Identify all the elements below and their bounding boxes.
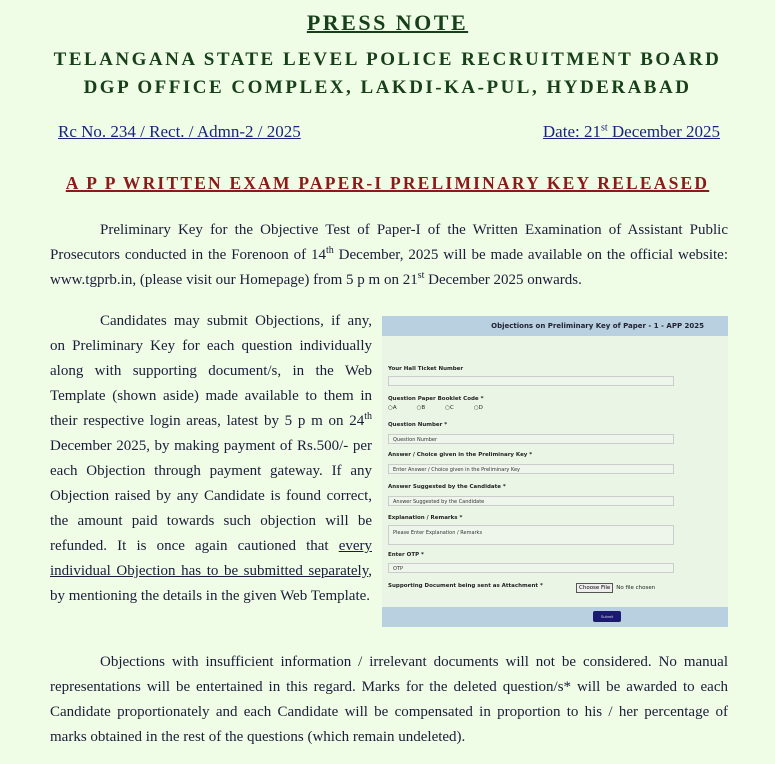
option-label: A bbox=[392, 405, 397, 411]
attachment-label: Supporting Document being sent as Attachment * bbox=[388, 583, 543, 589]
remarks-label: Explanation / Remarks * bbox=[388, 515, 463, 521]
subject-heading bbox=[0, 173, 775, 194]
radio-b[interactable]: ○B bbox=[416, 405, 426, 411]
suggested-answer-input[interactable]: Answer Suggested by the Candidate bbox=[388, 496, 674, 506]
otp-label: Enter OTP * bbox=[388, 552, 424, 558]
paragraph-1 bbox=[50, 218, 728, 293]
form-title: Objections on Preliminary Key of Paper - 1 - APP 2025 bbox=[382, 316, 728, 336]
paragraph-3: Objections with insufficient information / irrelevant documents will not be considered. No manual representations will be entertained in this regard. Marks for the deleted question/s* will be awarded to each Candidate proportionately and each Candidate will be compensated in proportion to his / her percentage of marks obtained in the rest of the questions (which remain undeleted). bbox=[50, 654, 728, 745]
web-template-screenshot bbox=[382, 316, 728, 627]
p2-sup: th bbox=[364, 411, 372, 422]
p2-text: December 2025, by making payment of Rs.500/- per each Objection through payment gateway. If any Objection raised by any Candidate is found correct, the amount paid towards such objection will be refunded. It is once again cautioned that bbox=[50, 438, 372, 554]
question-number-label: Question Number * bbox=[388, 422, 448, 428]
title-text: PRESS NOTE bbox=[306, 10, 469, 35]
suggested-answer-label: Answer Suggested by the Candidate * bbox=[388, 484, 506, 490]
submit-button[interactable]: Submit bbox=[593, 611, 621, 622]
p2-text: , by mentioning the details in the given Web Template. bbox=[50, 563, 372, 604]
org-address: DGP OFFICE COMPLEX, LAKDI-KA-PUL, HYDERABAD bbox=[83, 77, 692, 98]
question-number-input[interactable]: Question Number bbox=[388, 434, 674, 444]
p1-text: December, 2025 will be made available on the official website: www.tgprb.in, (please visit our Homepage) from 5 p m on 21 bbox=[50, 247, 728, 288]
p1-text: Preliminary Key for the Objective Test of Paper-I of the Written Examination of Assistant Public Prosecutors conducted in the Forenoon of 14 bbox=[50, 222, 728, 263]
choose-file-button[interactable]: Choose File bbox=[576, 583, 613, 593]
file-status: No file chosen bbox=[616, 585, 656, 591]
p2-text: Candidates may submit Objections, if any, on Preliminary Key for each question individually along with supporting document/s, in the Web Template (shown aside) made available to them in their respective login areas, latest by 5 p m on 24 bbox=[50, 313, 372, 429]
p1-sup: st bbox=[417, 270, 425, 281]
press-note-title bbox=[0, 10, 775, 36]
form-footer bbox=[382, 607, 728, 627]
file-picker bbox=[576, 583, 655, 593]
answer-key-input[interactable]: Enter Answer / Choice given in the Preliminary Key bbox=[388, 464, 674, 474]
otp-input[interactable]: OTP bbox=[388, 563, 674, 573]
remarks-textarea[interactable]: Please Enter Explanation / Remarks bbox=[388, 525, 674, 545]
p1-text: December 2025 onwards. bbox=[424, 272, 582, 288]
option-label: D bbox=[478, 405, 483, 411]
p2-emphasis: every individual Objection has to be submitted separately bbox=[50, 538, 372, 579]
radio-d[interactable]: ○D bbox=[473, 405, 483, 411]
option-label: B bbox=[421, 405, 426, 411]
paragraph-2 bbox=[50, 309, 372, 609]
answer-key-label: Answer / Choice given in the Preliminary Key * bbox=[388, 452, 533, 458]
date-text-2: December 2025 bbox=[607, 122, 720, 141]
hall-ticket-input[interactable] bbox=[388, 376, 674, 386]
radio-a[interactable]: ○A bbox=[388, 405, 397, 411]
subject-text: A P P WRITTEN EXAM PAPER-I PRELIMINARY KEY RELEASED bbox=[65, 173, 710, 193]
option-label: C bbox=[449, 405, 454, 411]
date-text: Date: 21 bbox=[542, 122, 601, 141]
booklet-code-label: Question Paper Booklet Code * bbox=[388, 396, 484, 402]
reference-number: Rc No. 234 / Rect. / Admn-2 / 2025 bbox=[58, 122, 301, 141]
booklet-code-radios bbox=[388, 405, 483, 411]
date-sup: st bbox=[600, 122, 608, 134]
date bbox=[543, 122, 720, 142]
p1-sup: th bbox=[326, 245, 334, 256]
hall-ticket-label: Your Hall Ticket Number bbox=[388, 366, 464, 372]
org-name: TELANGANA STATE LEVEL POLICE RECRUITMENT BOARD bbox=[53, 49, 722, 70]
radio-c[interactable]: ○C bbox=[445, 405, 454, 411]
